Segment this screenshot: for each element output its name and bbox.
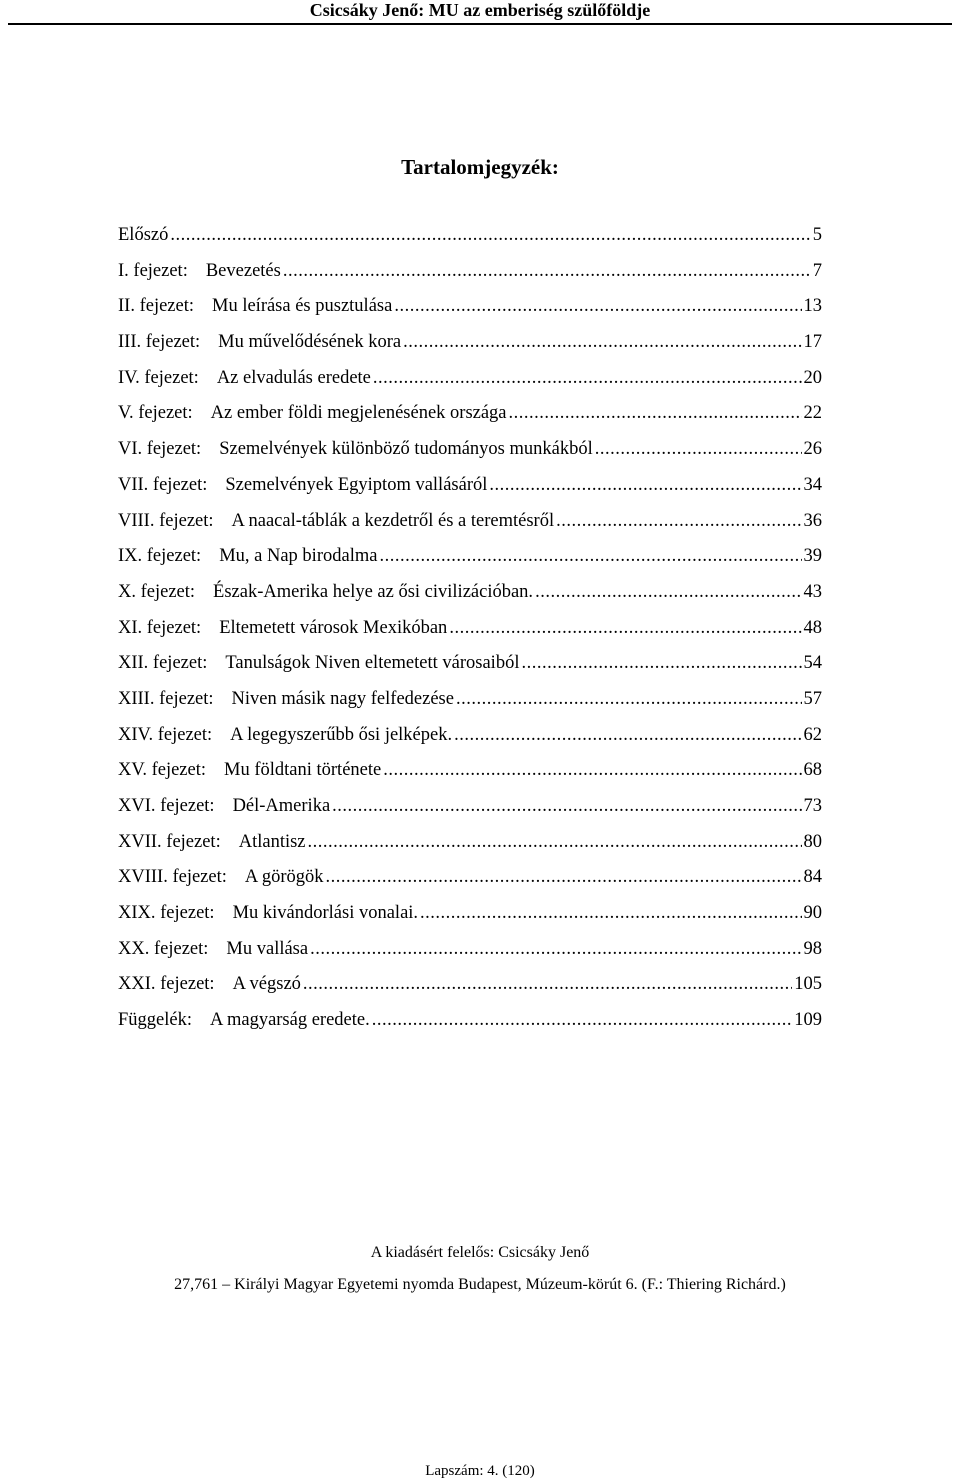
toc-entry-title: A végszó [232, 974, 301, 995]
toc-entry[interactable] [118, 832, 822, 868]
toc-entry-title: Szemelvények különböző tudományos munkákból [219, 439, 593, 460]
toc-entry-title: A görögök [244, 867, 324, 888]
dot-leader [310, 939, 801, 960]
page-number: Lapszám: 4. (120) [425, 1463, 535, 1479]
dot-leader [595, 439, 802, 460]
toc-entry-title: Észak-Amerika helye az ősi civilizációban. [213, 581, 534, 602]
toc-entry[interactable] [118, 903, 822, 939]
toc-title: Tartalomjegyzék: [401, 155, 559, 179]
toc-chapter-label: XVII. fejezet: [118, 831, 221, 852]
dot-leader [456, 689, 802, 710]
dot-leader [556, 511, 801, 532]
toc-chapter-label: XIII. fejezet: [118, 688, 214, 709]
toc-page-number: 105 [794, 974, 822, 995]
toc-chapter-label: XI. fejezet: [118, 617, 202, 638]
toc-entry[interactable] [118, 332, 822, 368]
toc-entry-title: Az elvadulás eredete [216, 367, 371, 388]
toc-page-number: 98 [803, 938, 822, 959]
toc-page-number: 36 [803, 510, 822, 531]
dot-leader [394, 296, 801, 317]
running-header: Csicsáky Jenő: MU az emberiség szülőföldje [309, 0, 651, 20]
toc-page-number: 54 [803, 653, 822, 674]
toc-entry[interactable] [118, 974, 822, 1010]
toc-page-number: 17 [803, 332, 822, 353]
toc-entry-title: A naacal-táblák a kezdetről és a teremtésről [231, 510, 555, 531]
toc-page-number: 22 [803, 403, 822, 424]
printer-line: 27,761 – Királyi Magyar Egyetemi nyomda Budapest, Múzeum-körút 6. (F.: Thiering Richárd.) [174, 1276, 786, 1293]
toc-page-number: 68 [803, 760, 822, 781]
toc-page-number: 34 [803, 474, 822, 495]
dot-leader [326, 867, 802, 888]
dot-leader [372, 1010, 793, 1031]
toc-chapter-label: XIX. fejezet: [118, 903, 215, 924]
toc-entry[interactable] [118, 760, 822, 796]
toc-entry-title: Bevezetés [205, 260, 281, 281]
toc-entry-title: A magyarság eredete. [210, 1010, 370, 1031]
toc-entry-title: Mu művelődésének kora [218, 332, 402, 353]
toc-chapter-label: VIII. fejezet: [118, 510, 214, 531]
toc-entry[interactable] [118, 368, 822, 404]
toc-entry-title: Mu vallása [226, 938, 309, 959]
dot-leader [383, 760, 801, 781]
toc-page-number: 5 [812, 225, 822, 245]
toc-entry-title: Eltemetett városok Mexikóban [219, 617, 448, 638]
toc-entry[interactable] [118, 475, 822, 511]
toc-entry[interactable] [118, 546, 822, 582]
dot-leader [379, 546, 801, 567]
toc-page-number: 109 [794, 1010, 822, 1031]
dot-leader [332, 796, 801, 817]
publisher-line: A kiadásért felelős: Csicsáky Jenő [370, 1244, 590, 1261]
toc-entry[interactable] [118, 796, 822, 832]
toc-entry[interactable] [118, 403, 822, 439]
toc-page-number: 62 [803, 724, 822, 745]
dot-leader [489, 475, 801, 496]
toc-entry[interactable] [118, 725, 822, 761]
dot-leader [509, 403, 802, 424]
toc-entry-title: Tanulságok Niven eltemetett városaiból [225, 653, 520, 674]
toc-page-number: 80 [803, 831, 822, 852]
toc-entry-title: Előszó [118, 225, 169, 245]
toc-chapter-label: I. fejezet: [118, 260, 188, 281]
dot-leader [420, 903, 801, 924]
toc-entry-title: Dél-Amerika [232, 796, 331, 816]
toc-entry[interactable] [118, 653, 822, 689]
toc-page-number: 7 [812, 260, 822, 281]
toc-entry[interactable] [118, 867, 822, 903]
toc-chapter-label: VII. fejezet: [118, 474, 208, 495]
dot-leader [170, 225, 810, 246]
header-rule [8, 23, 952, 25]
toc-entry[interactable] [118, 439, 822, 475]
toc-entry[interactable] [118, 296, 822, 332]
toc-entry[interactable] [118, 1010, 822, 1046]
toc-entry-title: A legegyszerűbb ősi jelképek. [230, 724, 453, 745]
toc-entry[interactable] [118, 225, 822, 261]
toc-page-number: 73 [803, 796, 822, 816]
toc-page-number: 84 [803, 867, 822, 888]
toc-page-number: 20 [803, 367, 822, 388]
dot-leader [403, 332, 801, 353]
dot-leader [535, 582, 801, 603]
toc-chapter-label: Függelék: [118, 1010, 192, 1031]
toc-chapter-label: XXI. fejezet: [118, 974, 215, 995]
toc-entry-title: Mu, a Nap birodalma [219, 546, 378, 567]
toc-chapter-label: XII. fejezet: [118, 653, 208, 674]
toc-entry-title: Mu leírása és pusztulása [212, 296, 393, 317]
toc-chapter-label: IX. fejezet: [118, 546, 202, 567]
dot-leader [308, 832, 802, 853]
toc-page-number: 26 [803, 439, 822, 460]
toc-page-number: 43 [803, 581, 822, 602]
toc-entry-title: Szemelvények Egyiptom vallásáról [225, 474, 488, 495]
dot-leader [283, 261, 811, 282]
toc-chapter-label: XX. fejezet: [118, 938, 209, 959]
toc-entry[interactable] [118, 618, 822, 654]
toc-chapter-label: V. fejezet: [118, 403, 193, 424]
toc-chapter-label: X. fejezet: [118, 581, 196, 602]
dot-leader [521, 653, 801, 674]
toc-chapter-label: VI. fejezet: [118, 439, 202, 460]
toc-entry-title: Atlantisz [238, 831, 306, 852]
toc-page-number: 13 [803, 296, 822, 317]
dot-leader [303, 974, 792, 995]
dot-leader [449, 618, 801, 639]
dot-leader [454, 725, 801, 746]
toc-page-number: 48 [803, 617, 822, 638]
toc-entry-title: Mu földtani története [224, 760, 382, 781]
toc-entry[interactable] [118, 939, 822, 975]
toc-page-number: 57 [803, 688, 822, 709]
toc-page-number: 39 [803, 546, 822, 567]
toc-entry-title: Mu kivándorlási vonalai. [232, 903, 419, 924]
toc-chapter-label: XIV. fejezet: [118, 724, 213, 745]
toc-chapter-label: III. fejezet: [118, 332, 201, 353]
toc-page-number: 90 [803, 903, 822, 924]
toc-entry-title: Niven másik nagy felfedezése [231, 688, 454, 709]
toc-chapter-label: XVIII. fejezet: [118, 867, 227, 888]
toc-entry-title: Az ember földi megjelenésének országa [210, 403, 507, 424]
toc-chapter-label: IV. fejezet: [118, 367, 199, 388]
toc-chapter-label: II. fejezet: [118, 296, 194, 317]
table-of-contents [118, 225, 822, 1046]
toc-entry[interactable] [118, 261, 822, 297]
toc-entry[interactable] [118, 582, 822, 618]
toc-entry[interactable] [118, 689, 822, 725]
toc-entry[interactable] [118, 511, 822, 547]
toc-chapter-label: XV. fejezet: [118, 760, 207, 781]
toc-chapter-label: XVI. fejezet: [118, 796, 215, 816]
dot-leader [373, 368, 802, 389]
